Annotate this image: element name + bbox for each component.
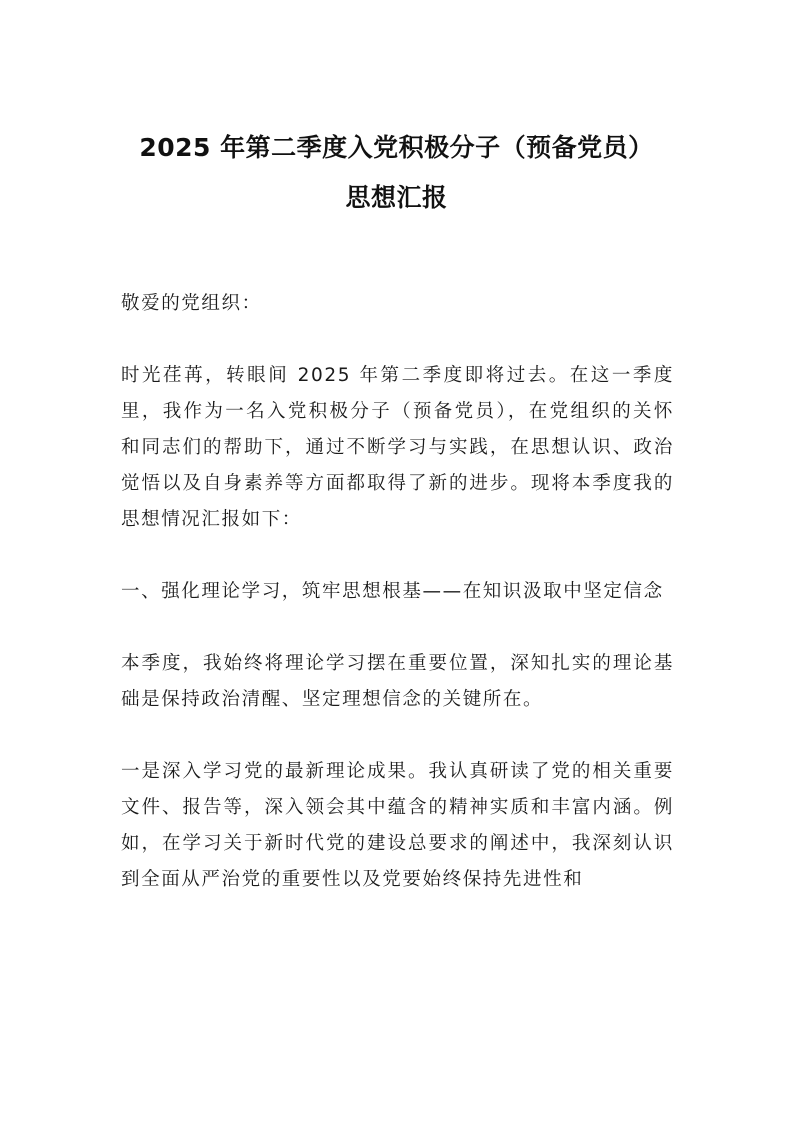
section-heading: 一、强化理论学习，筑牢思想根基——在知识汲取中坚定信念 (121, 581, 664, 602)
intro-paragraph: 时光荏苒，转眼间 2025 年第二季度即将过去。在这一季度里，我作为一名入党积极分子（预备党员），在党组织的关怀和同志们的帮助下，通过不断学习与实践，在思想认识、政治觉悟以及自身素养等方面都取得了新的进步。现将本季度我的思想情况汇报如下： (121, 365, 674, 530)
section-intro-paragraph: 本季度，我始终将理论学习摆在重要位置，深知扎实的理论基础是保持政治清醒、坚定理想信念的关键所在。 (121, 653, 674, 710)
salutation: 敬爱的党组织： (121, 293, 262, 314)
document-title: 2025 年第二季度入党积极分子（预备党员） (139, 133, 654, 162)
document-subtitle: 思想汇报 (345, 183, 448, 212)
document-body (121, 286, 674, 934)
body-paragraph: 一是深入学习党的最新理论成果。我认真研读了党的相关重要文件、报告等，深入领会其中蕴含的精神实质和丰富内涵。例如，在学习关于新时代党的建设总要求的阐述中，我深刻认识到全面从严治党的重要性以及党要始终保持先进性和 (121, 761, 674, 890)
